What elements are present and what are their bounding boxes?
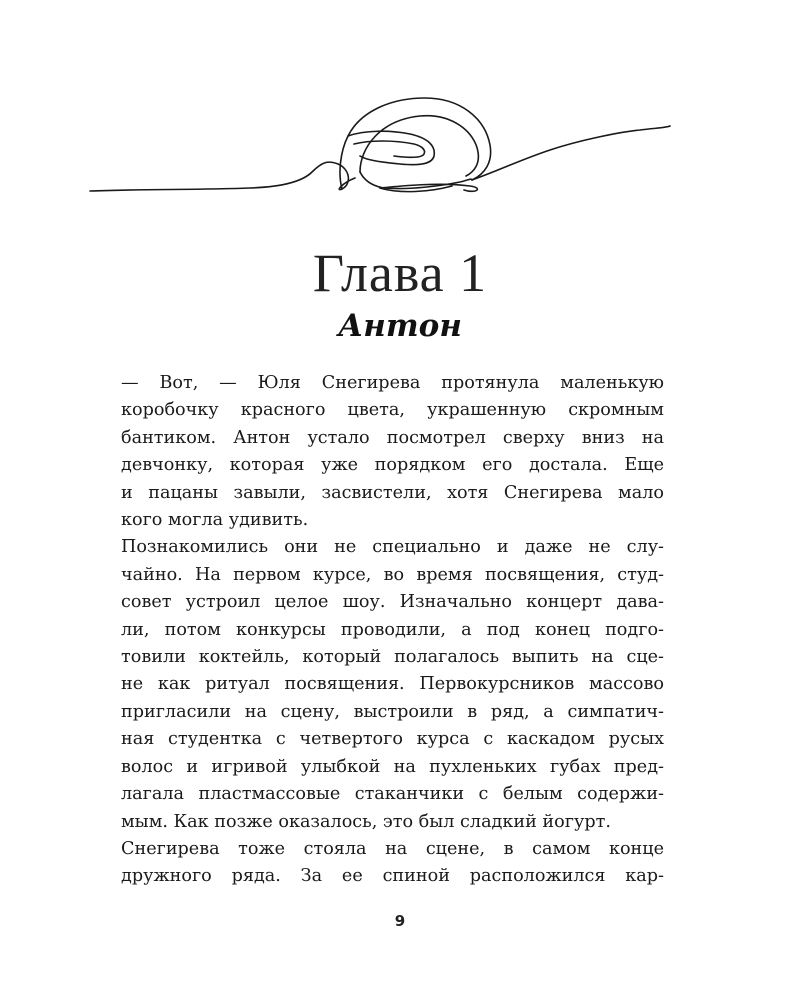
body-text: [121, 370, 664, 891]
text-line: — Вот, — Юля Снегирева протянула маленькую: [121, 373, 664, 393]
text-line: мым. Как позже оказалось, это был сладкий йогурт.: [121, 811, 611, 832]
page-number: 9: [394, 912, 406, 930]
chapter-title: Глава 1: [312, 243, 488, 303]
text-line: девчонку, которая уже порядком его достала. Еще: [121, 455, 664, 476]
text-line: волос и игривой улыбкой на пухленьких губах пред-: [121, 756, 664, 777]
text-line: товили коктейль, который полагалось выпить на сце-: [121, 647, 664, 668]
text-line: кого могла удивить.: [121, 510, 309, 531]
chapter-subtitle: Антон: [338, 308, 462, 344]
text-line: не как ритуал посвящения. Первокурсников массово: [121, 674, 664, 695]
text-line: ли, потом конкурсы проводили, а под конец подго-: [121, 619, 664, 640]
text-line: пригласили на сцену, выстроили в ряд, а симпатич-: [121, 701, 664, 722]
text-line: Снегирева тоже стояла на сцене, в самом конце: [121, 838, 664, 859]
text-line: дружного ряда. За ее спиной расположился кар-: [121, 866, 664, 887]
text-line: и пацаны завыли, засвистели, хотя Снегирева мало: [121, 482, 664, 503]
text-line: бантиком. Антон устало посмотрел сверху вниз на: [121, 427, 664, 448]
text-line: коробочку красного цвета, украшенную скромным: [121, 400, 664, 421]
text-line: совет устроил целое шоу. Изначально концерт дава-: [121, 592, 664, 613]
paragraph: [121, 370, 664, 534]
text-line: Познакомились они не специально и даже не слу-: [121, 537, 664, 558]
paragraph: [121, 534, 664, 835]
text-line: лагала пластмассовые стаканчики с белым содержи-: [121, 784, 664, 805]
text-line: чайно. На первом курсе, во время посвящения, студ-: [121, 564, 664, 585]
paragraph: [121, 836, 664, 891]
helmet-ornament-icon: [80, 90, 680, 210]
text-line: ная студентка с четвертого курса с каскадом русых: [121, 729, 664, 750]
